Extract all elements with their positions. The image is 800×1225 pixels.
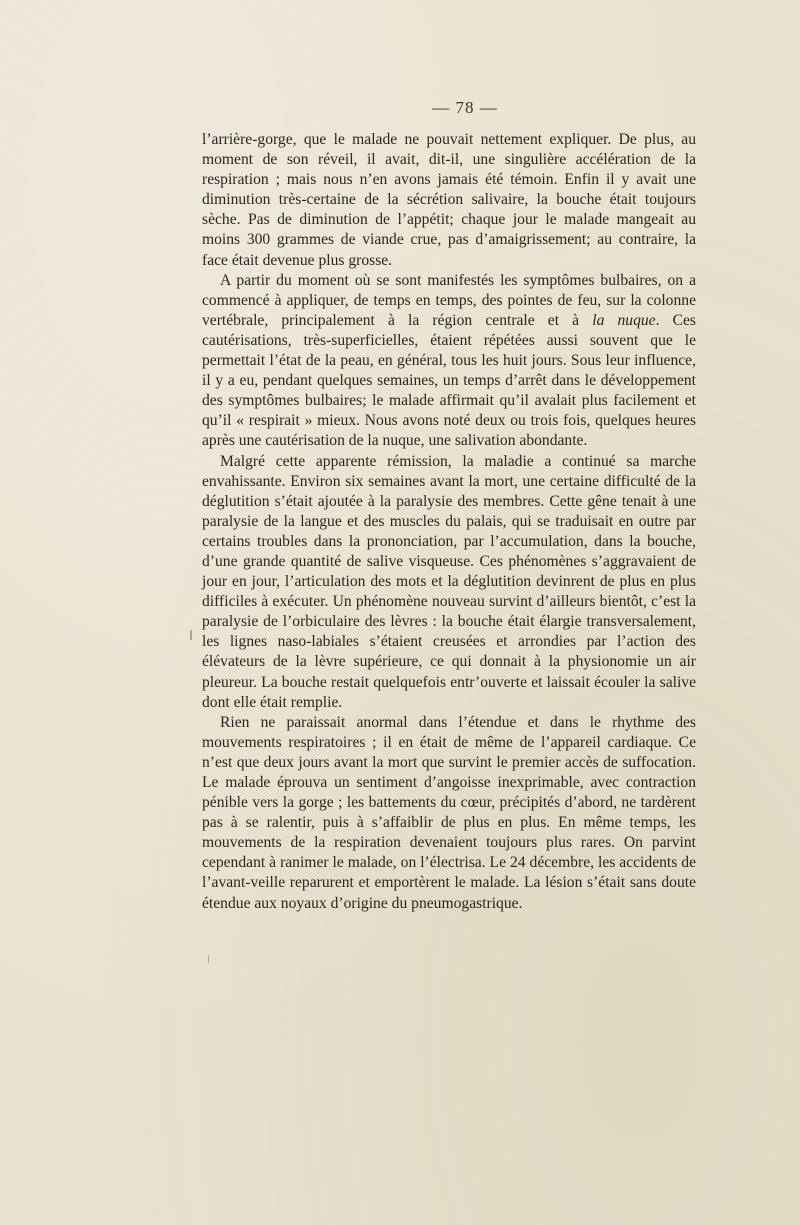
paragraph-2 bbox=[202, 271, 696, 452]
paragraph-2-rest: . Ces cautérisations, très-superficielles, étaient répétées aussi souvent que le permettait l’état de la peau, en général, tous les huit jours. Sous leur influence, il y a eu, pendant quelques semaines, un temps d’arrêt dans le développement des symptômes bulbaires; le malade affirmait qu’il avalait plus facilement et qu’il « respirait » mieux. Nous avons noté deux ou trois fois, quelques heures après une cautérisation de la nuque, une salivation abondante. bbox=[202, 311, 696, 450]
paragraph-4: Rien ne paraissait anormal dans l’étendue et dans le rhythme des mouvements respiratoires ; il en était de même de l’appareil cardiaque. Ce n’est que deux jours avant la mort que survint le premier accès de suffocation. Le malade éprouva un sentiment d’angoisse inexprimable, avec contraction pénible vers la gorge ; les battements du cœur, précipités d’abord, ne tardèrent pas à se ralentir, puis à s’affaiblir de plus en plus. En même temps, les mouvements de la respiration devenaient toujours plus rares. On parvint cependant à ranimer le malade, on l’électrisa. Le 24 décembre, les accidents de l’avant-veille reparurent et emportèrent le malade. La lésion s’était sans doute étendue aux noyaux d’origine du pneumogastrique. bbox=[202, 713, 696, 912]
margin-mark bbox=[208, 955, 209, 963]
paragraph-2-italic: la nuque bbox=[592, 311, 656, 329]
margin-mark bbox=[190, 630, 192, 640]
paragraph-2-start: A partir du moment où se sont manifestés les symptômes bulbaires, on a commencé à appliquer, de temps en temps, des pointes de feu, sur la colonne vertébrale, principalement à la région centrale et à bbox=[202, 271, 696, 329]
body-text bbox=[202, 130, 696, 914]
paragraph-1: l’arrière-gorge, que le malade ne pouvait nettement expliquer. De plus, au moment de son réveil, il avait, dit-il, une singulière accélération de la respiration ; mais nous n’en avons jamais été témoin. Enfin il y avait une diminution très-certaine de la sécrétion salivaire, la bouche était toujours sèche. Pas de diminution de l’appétit; chaque jour le malade mangeait au moins 300 grammes de viande crue, pas d’amaigrissement; au contraire, la face était devenue plus grosse. bbox=[202, 131, 696, 269]
page-number: — 78 — bbox=[432, 98, 498, 117]
paragraph-3: Malgré cette apparente rémission, la maladie a continué sa marche envahissante. Environ six semaines avant la mort, une certaine difficulté de la déglutition s’était ajoutée à la paralysie des membres. Cette gêne tenait à une paralysie de la langue et des muscles du palais, qui se traduisait en outre par certains troubles dans la prononciation, par l’accumulation, dans la bouche, d’une grande quantité de salive visqueuse. Ces phénomènes s’aggravaient de jour en jour, l’articulation des mots et la déglutition devinrent de plus en plus difficiles à exécuter. Un phénomène nouveau survint d’ailleurs bientôt, c’est la paralysie de l’orbiculaire des lèvres : la bouche était élargie transversalement, les lignes naso-labiales s’étaient creusées et arrondies par l’action des élévateurs de la lèvre supérieure, ce qui donnait à la physionomie un air pleureur. La bouche restait quelquefois entr’ouverte et laissait écouler la salive dont elle était remplie. bbox=[202, 452, 696, 711]
